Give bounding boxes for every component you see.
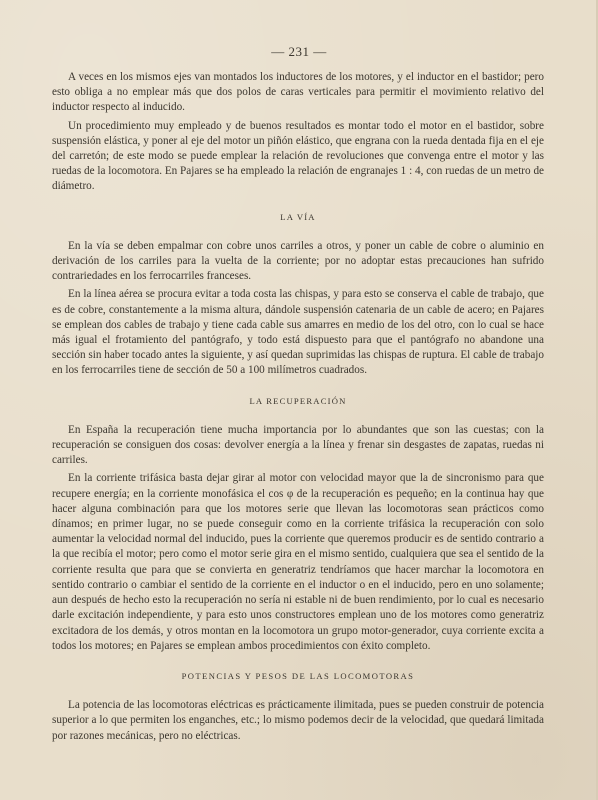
page-body <box>52 70 544 744</box>
paragraph: En la corriente trifásica basta dejar girar al motor con velocidad mayor que la de sincronismo para que recupere energía; en la corriente monofásica el cos φ de la recuperación es pequeño; en la continua hay que hacer alguna combinación para que los motores serie que llevan las locomotoras sean prácticos como dínamos; en primer lugar, no se puede conseguir como en la corriente trifásica la recuperación con solo aumentar la velocidad normal del inducido, pues la corriente que queremos producir es de sentido contrario a la que recibía el motor; pero como el motor serie gira en el mismo sentido, cualquiera que sea el sentido de la corriente resulta que para que se convierta en generatriz tendríamos que hacer marchar la locomotora en sentido contrario o cambiar el sentido de la corriente en el inductor o en el inducido, pero en uno solamente; aun después de hecho esto la recuperación no sería ni estable ni de buen rendimiento, por lo cual es necesario darle excitación independiente, y para esto unos constructores emplean uno de los motores como generatriz excitadora de los demás, y otros montan en la locomotora un grupo motor-generador, cuya corriente excita a todos los motores; en Pajares se emplean ambos procedimientos con éxito completo. <box>52 472 544 652</box>
paragraph: A veces en los mismos ejes van montados los inductores de los motores, y el inductor en el bastidor; pero esto obliga a no emplear más que dos polos de caras verticales para permitir el movimiento relativo del inductor respecto al inducido. <box>52 71 544 114</box>
paragraph: Un procedimiento muy empleado y de buenos resultados es montar todo el motor en el bastidor, sobre suspensión elástica, y poner al eje del motor un piñón elástico, que engrana con la rueda dentada fija en el eje del carretón; de este modo se puede emplear la relación de revoluciones que convenga entre el motor y las ruedas de la locomotora. En Pajares se ha empleado la relación de engranajes 1 : 4, con ruedas de un metro de diámetro. <box>52 119 544 193</box>
section-heading-potencias-y-pesos: POTENCIAS Y PESOS DE LAS LOCOMOTORAS <box>181 670 415 681</box>
section-heading-la-via: LA VÍA <box>280 211 316 222</box>
paragraph: En la vía se deben empalmar con cobre unos carriles a otros, y poner un cable de cobre o aluminio en derivación de los carriles para la vuelta de la corriente; por no adoptar estas precauciones han sufrido contrariedades en los ferrocarriles franceses. <box>52 239 544 283</box>
page-number: — 231 — <box>271 44 327 59</box>
section-heading-la-recuperacion: LA RECUPERACIÓN <box>249 395 347 406</box>
paragraph: La potencia de las locomotoras eléctricas es prácticamente ilimitada, pues se pueden construir de potencia superior a lo que permiten los enganches, etc.; lo mismo podemos decir de la velocidad, que quedará limitada por razones mecánicas, pero no eléctricas. <box>52 699 544 742</box>
paragraph: En la línea aérea se procura evitar a toda costa las chispas, y para esto se conserva el cable de trabajo, que es de cobre, constantemente a la misma altura, dándole suspensión catenaria de un cable de acero; en Pajares se emplean dos cables de trabajo y tiene cada cable sus amarres en medio de los del otro, con lo cual se hace más igual el frotamiento del pantógrafo, y todo está dispuesto para que el pantógrafo no abandone una sección sin haber tocado antes la siguiente, y así quedan suprimidas las chispas de ruptura. El cable de trabajo en los ferrocarriles tiene de sección de 50 a 100 milímetros cuadrados. <box>52 288 544 377</box>
paragraph: En España la recuperación tiene mucha importancia por lo abundantes que son las cuestas; con la recuperación se consiguen dos cosas: devolver energía a la línea y frenar sin desgastes de zapatas, ruedas ni carriles. <box>52 423 544 467</box>
